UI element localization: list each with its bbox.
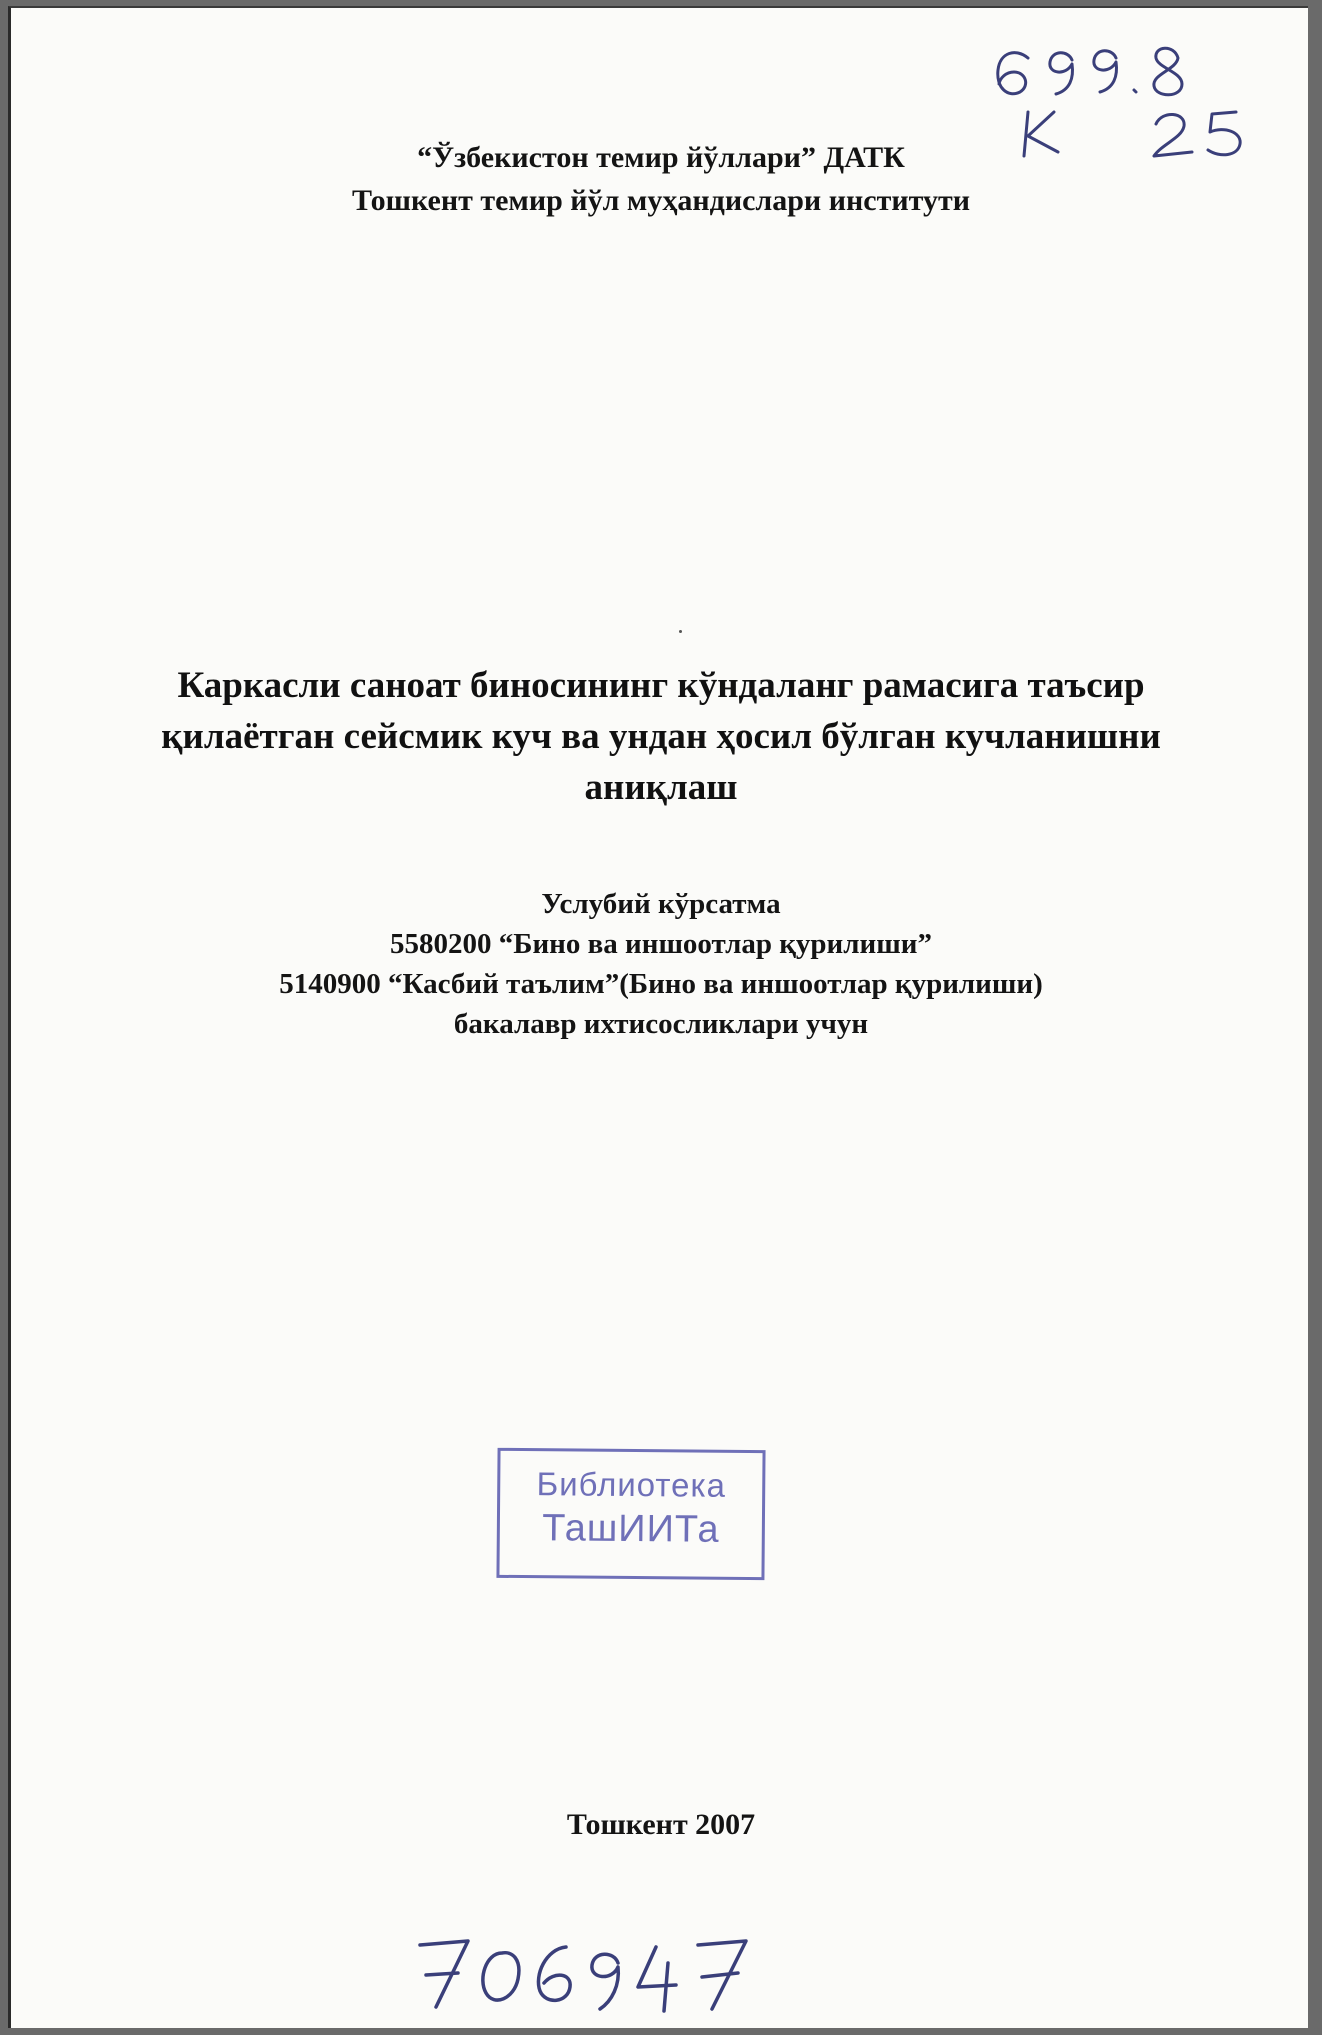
document-page [8, 6, 1308, 2028]
title-line-3: аниқлаш [584, 767, 738, 808]
speck [679, 630, 682, 633]
inventory-number-handwritten [406, 1923, 766, 2023]
title-line-2: қилаётган сейсмик куч ва ундан ҳосил бўлган кучланишни [161, 716, 1161, 757]
document-purpose [11, 884, 1308, 1044]
library-stamp [496, 1448, 765, 1580]
specialty-line-1: 5580200 “Бино ва иншоотлар қурилиши” [390, 928, 932, 960]
stamp-line-1: Библиотека [536, 1465, 727, 1504]
catalog-mark [986, 28, 1266, 168]
institute-line: Тошкент темир йўл муҳандислари институти [351, 184, 970, 217]
document-title [71, 660, 1251, 813]
specialty-line-2: 5140900 “Касбий таълим”(Бино ва иншоотлар қурилиши) [279, 968, 1043, 1000]
place-and-year: Тошкент 2007 [566, 1808, 756, 1841]
title-line-1: Каркасли саноат биносининг кўндаланг рамасига таъсир [177, 665, 1145, 706]
publisher-line: “Ўзбекистон темир йўллари” ДАТК [417, 141, 905, 174]
document-type: Услубий кўрсатма [541, 888, 781, 920]
audience-line: бакалавр ихтисосликлари учун [453, 1008, 869, 1040]
stamp-line-2: ТашИИТа [541, 1507, 720, 1551]
